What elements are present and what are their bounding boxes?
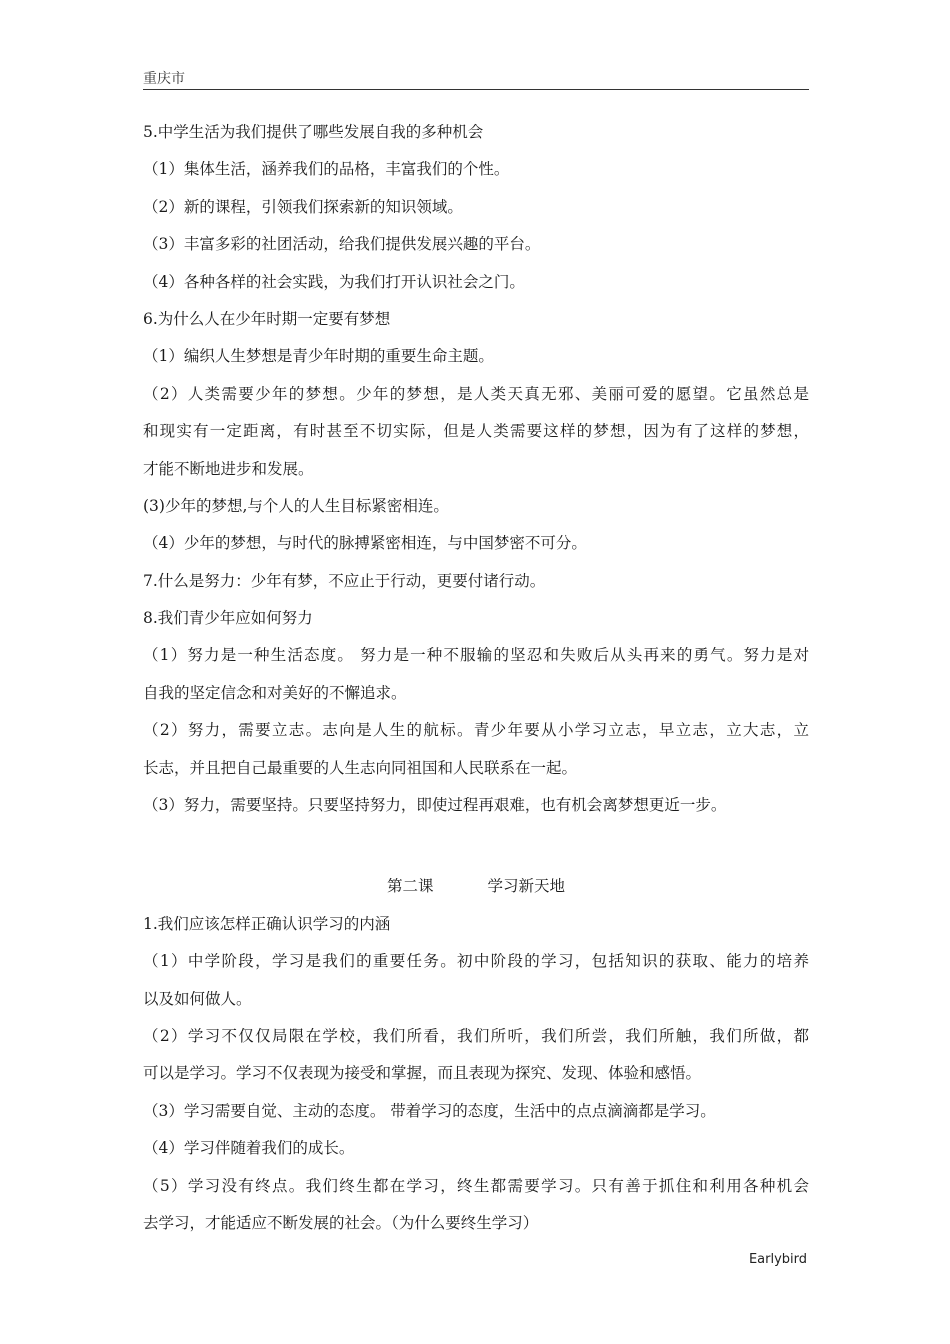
answer-line: (3)少年的梦想,与个人的人生目标紧密相连。 (143, 496, 449, 515)
answer-line: （2）新的课程，引领我们探索新的知识领域。 (143, 197, 463, 216)
answer-line: （1）中学阶段，学习是我们的重要任务。初中阶段的学习，包括知识的获取、能力的培养 (143, 952, 809, 971)
question-heading: 1.我们应该怎样正确认识学习的内涵 (143, 914, 391, 933)
answer-line: 以及如何做人。 (143, 989, 252, 1008)
lesson-title (143, 868, 809, 905)
answer-line: 才能不断地进步和发展。 (143, 459, 314, 478)
answer-line: （4）少年的梦想，与时代的脉搏紧密相连，与中国梦密不可分。 (143, 534, 587, 553)
answer-line: （1）集体生活，涵养我们的品格，丰富我们的个性。 (143, 160, 510, 179)
answer-line: （3）丰富多彩的社团活动，给我们提供发展兴趣的平台。 (143, 235, 541, 254)
section-spacer (143, 824, 809, 868)
answer-line: （4）各种各样的社会实践，为我们打开认识社会之门。 (143, 272, 525, 291)
answer-line: （2）努力，需要立志。志向是人生的航标。青少年要从小学习立志，早立志，立大志，立 (143, 721, 809, 740)
lesson-name: 学习新天地 (487, 877, 566, 896)
answer-line: 和现实有一定距离，有时甚至不切实际，但是人类需要这样的梦想，因为有了这样的梦想， (143, 422, 809, 441)
page-header (143, 70, 809, 90)
answer-line: （2）学习不仅仅局限在学校，我们所看，我们所听，我们所尝，我们所触，我们所做，都 (143, 1026, 809, 1045)
answer-line: 去学习，才能适应不断发展的社会。（为什么要终生学习） (143, 1213, 539, 1232)
answer-line: 长志，并且把自己最重要的人生志向同祖国和人民联系在一起。 (143, 758, 578, 777)
answer-line: （1）努力是一种生活态度。 努力是一种不服输的坚忍和失败后从头再来的勇气。努力是对 (143, 646, 809, 665)
question-heading: 7.什么是努力：少年有梦，不应止于行动，更要付诸行动。 (143, 571, 546, 590)
document-body (143, 114, 809, 1242)
answer-line: （5）学习没有终点。我们终生都在学习，终生都需要学习。只有善于抓住和利用各种机会 (143, 1176, 809, 1195)
answer-line: （1）编织人生梦想是青少年时期的重要生命主题。 (143, 347, 494, 366)
footer-brand: Earlybird (748, 1252, 807, 1267)
answer-line: （3）努力，需要坚持。只要坚持努力，即使过程再艰难，也有机会离梦想更近一步。 (143, 796, 727, 815)
header-title: 重庆市 (143, 71, 185, 87)
question-heading: 6.为什么人在少年时期一定要有梦想 (143, 309, 391, 328)
question-heading: 5.中学生活为我们提供了哪些发展自我的多种机会 (143, 123, 484, 141)
answer-line: （4）学习伴随着我们的成长。 (143, 1139, 355, 1158)
answer-line: （3）学习需要自觉、主动的态度。 带着学习的态度，生活中的点点滴滴都是学习。 (143, 1101, 716, 1120)
header-divider (143, 89, 809, 90)
lesson-number: 第二课 (386, 877, 434, 896)
question-heading: 8.我们青少年应如何努力 (143, 609, 313, 628)
answer-line: 自我的坚定信念和对美好的不懈追求。 (143, 683, 407, 702)
answer-line: 可以是学习。学习不仅表现为接受和掌握，而且表现为探究、发现、体验和感悟。 (143, 1064, 702, 1083)
answer-line: （2）人类需要少年的梦想。少年的梦想，是人类天真无邪、美丽可爱的愿望。它虽然总是 (143, 384, 809, 403)
